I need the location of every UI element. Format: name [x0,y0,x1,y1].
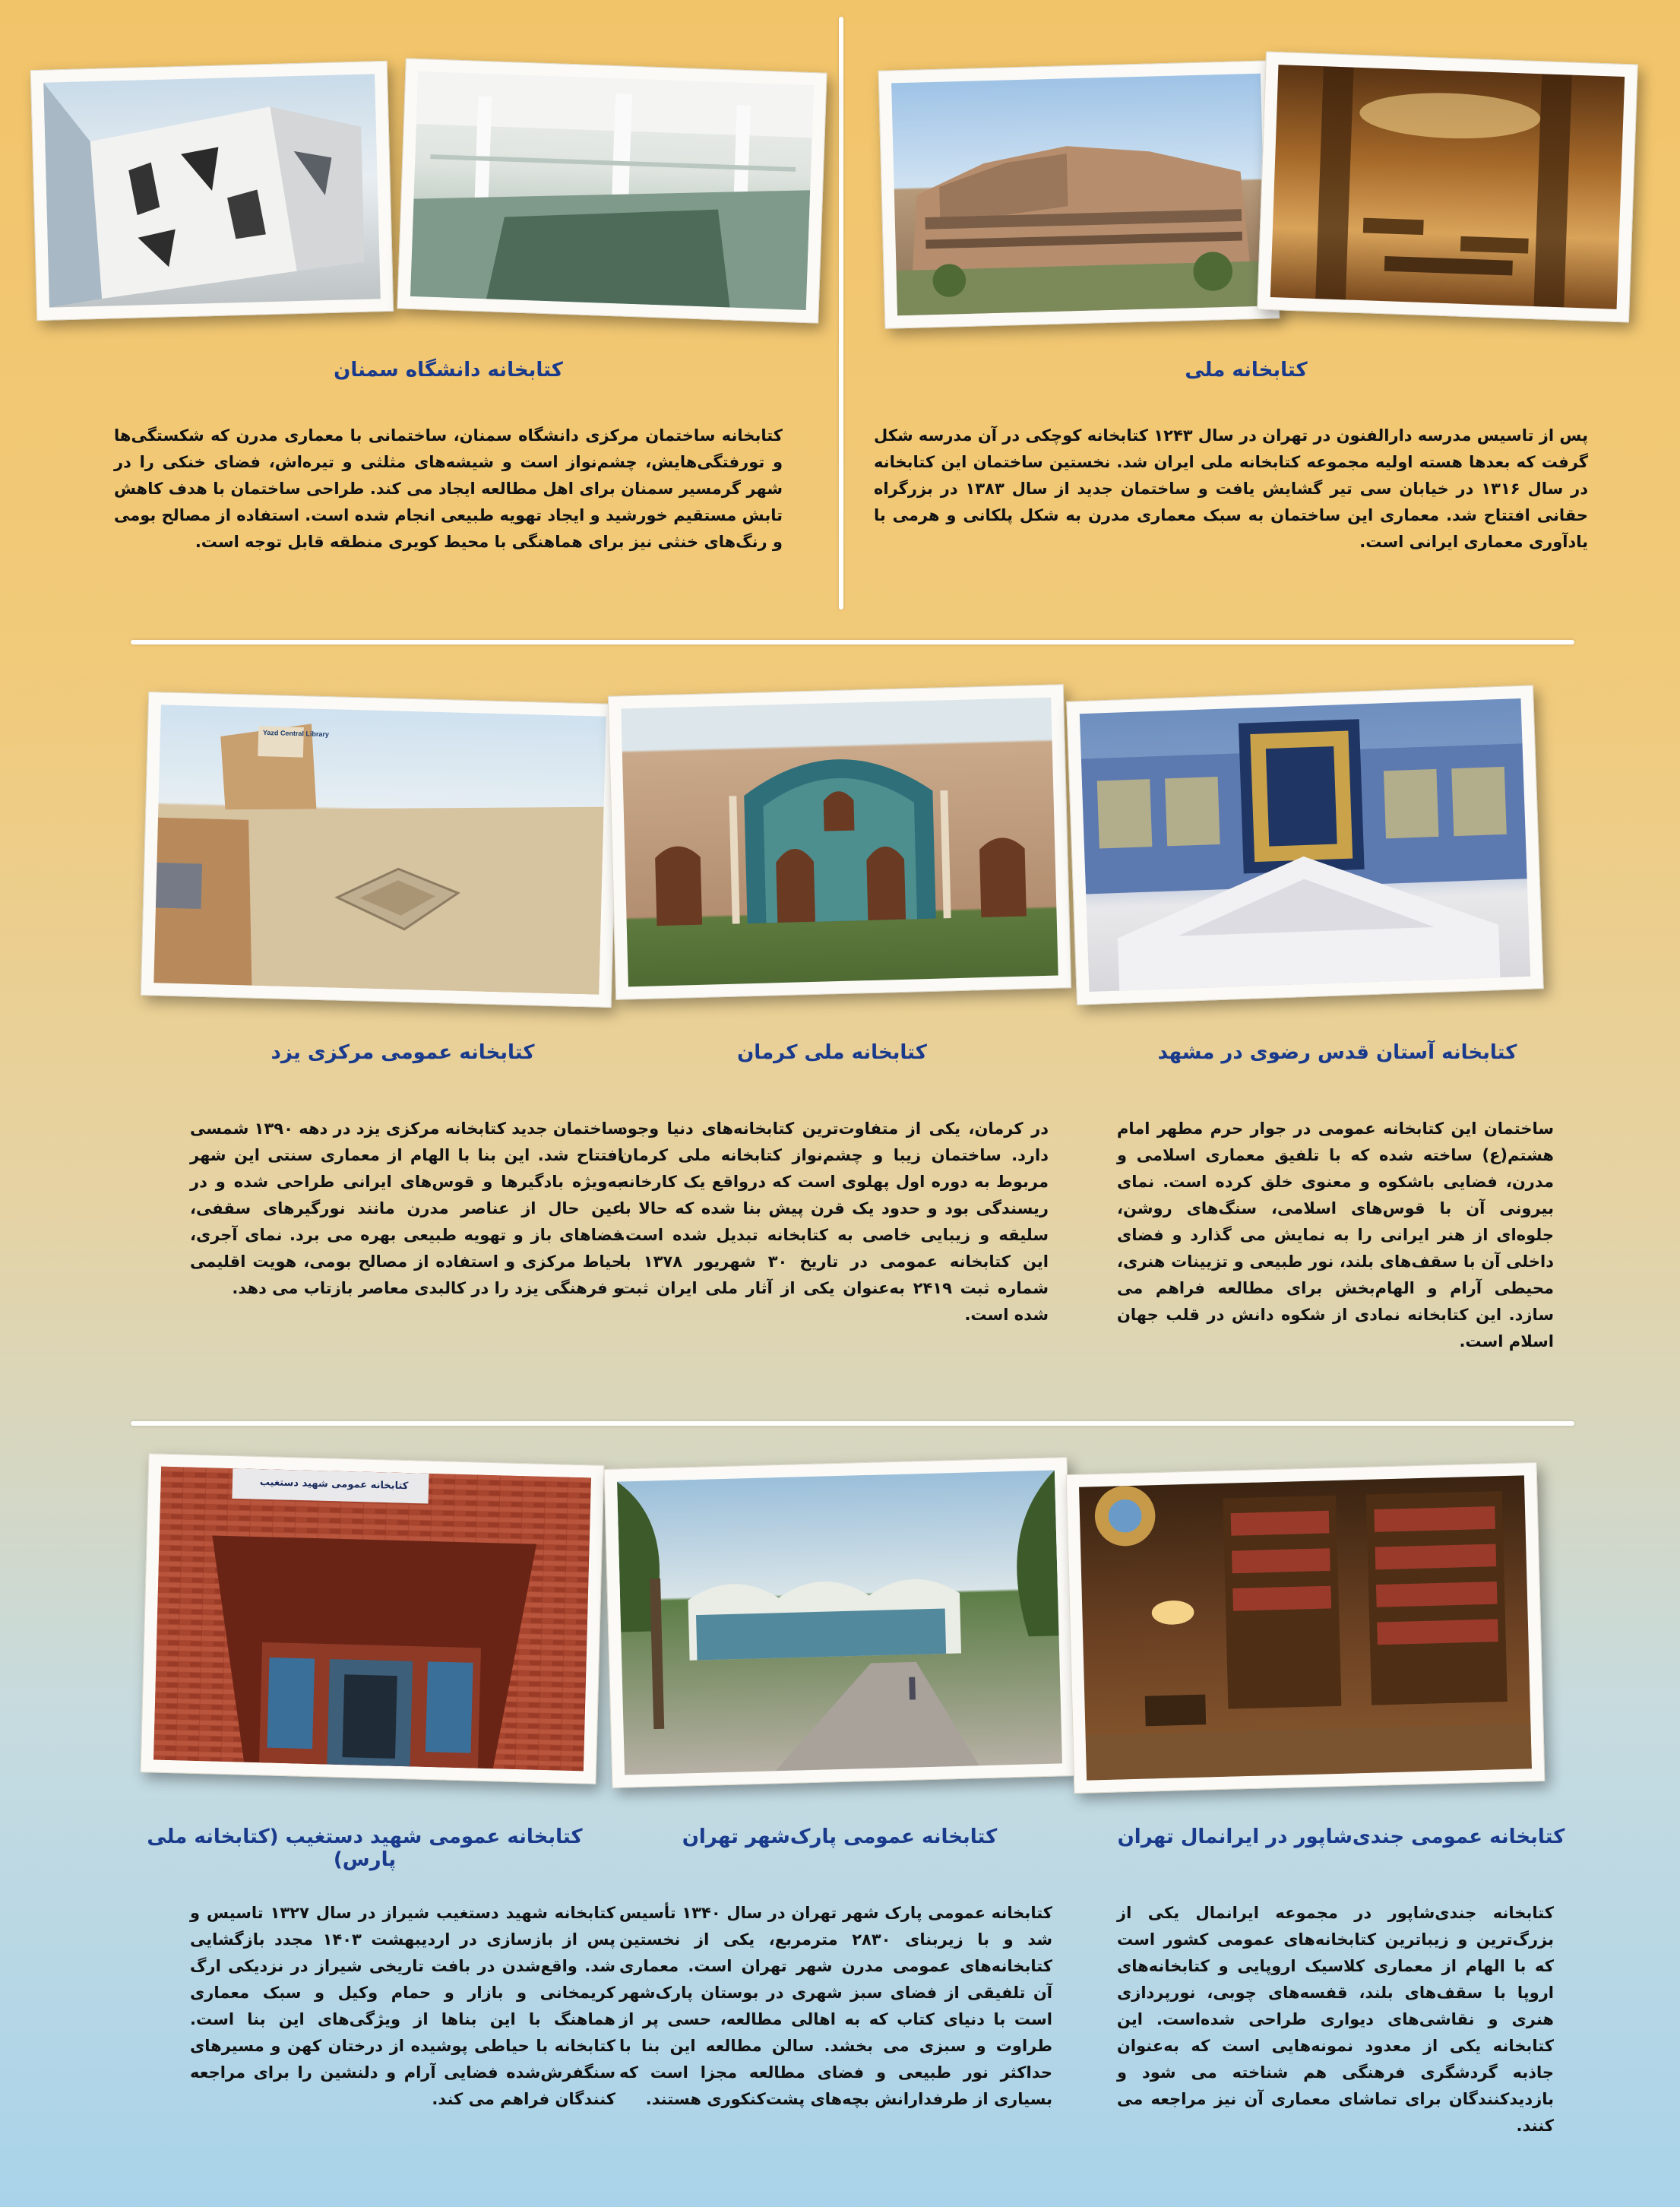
kerman-title: کتابخانه ملی کرمان [737,1041,927,1064]
jondi-text: کتابخانه جندی‌شاپور در مجموعه ایرانمال یکی از بزرگ‌ترین و زیباترین کتابخانه‌های عمومی کشور است که با الهام از معماری کلاسیک اروپایی و کتابخانه‌های اروپا با سقف‌های بلند، قفسه‌های چوبی، نورپردازی هنری و نقاشی‌های دیواری طراحی شده‌است. این کتابخانه یکی از معدود نمونه‌هایی است که به‌عنوان جاذبه گردشگری فرهنگی هم شناخته می شود و بازدیدکنندگان برای تماشای معماری آن نیز مراجعه می کنند. [1117,1904,1554,2135]
melli-text: پس از تاسیس مدرسه دارالفنون در تهران در سال ۱۲۴۳ کتابخانه کوچکی در آن مدرسه شکل گرفت که بعدها هسته اولیه مجموعه کتابخانه ملی ایران شد. نخستین ساختمان این کتابخانه در سال ۱۳۱۶ در خیابان سی تیر گشایش یافت و ساختمان جدید از سال ۱۳۸۳ در بزرگراه حقانی افتتاح شد. معماری این ساختمان به سبک معماری مدرن به شکل پلکانی و هرمی با یادآوری معماری ایرانی است. [874,426,1588,551]
semnan-text: کتابخانه ساختمان مرکزی دانشگاه سمنان، ساختمانی با معماری مدرن که شکستگی‌ها و تورفتگی‌هایش، چشم‌نواز است و شیشه‌های مثلثی و تیره‌اش، فضای خنکی را در شهر گرمسیر سمنان برای اهل مطالعه ایجاد می کند. طراحی ساختمان با هدف کاهش تابش مستقیم خورشید و ایجاد تهویه طبیعی انجام شده است. استفاده از مصالح بومی و رنگ‌های خنثی نیز برای هماهنگی با محیط کویری منطقه قابل توجه است. [114,426,783,551]
parkshahr-title: کتابخانه عمومی پارک‌شهر تهران [682,1825,998,1848]
mashhad-title: کتابخانه آستان قدس رضوی در مشهد [1157,1041,1517,1064]
divider-horizontal-1 [131,640,1574,644]
photo-dastgheib [141,1453,605,1784]
photo-mashhad [1066,685,1544,1005]
photo-yazd [141,692,619,1008]
photo-melli-interior [1257,52,1638,323]
semnan-title: کتابخانه دانشگاه سمنان [334,359,563,382]
kerman-text: در کرمان، یکی از متفاوت‌ترین کتابخانه‌های دنیا وجود دارد. ساختمان زیبا و چشم‌نواز کتابخانه ملی کرمان مربوط به دوره اول پهلوی است که درواقع یک کارخانه ریسندگی بود و حدود یک قرن پیش بنا شده که حالا با سلیقه و زیبایی خاصی به کتابخانه تبدیل شده است. این کتابخانه عمومی در تاریخ ۳۰ شهریور ۱۳۷۸ با شماره ثبت ۲۴۱۹ به‌عنوان یکی از آثار ملی ایران ثبت شده است. [619,1119,1049,1324]
parkshahr-text: کتابخانه عمومی پارک شهر تهران در سال ۱۳۴۰ تأسیس شد و با زیربنای ۲۸۳۰ مترمربع، یکی از نخستین کتابخانه‌های عمومی مدرن شهر تهران است. معماری آن تلفیقی از فضای سبز شهری در بوستان پارک‌شهر است با دنیای کتاب که به اهالی مطالعه، حسی پر از طراوت و سبزی می بخشد. سالن مطالعه این بنا با حداکثر نور طبیعی و فضای مطالعه مجزا است که بسیاری از طرفدارانش بچه‌های پشت‌کنکوری هستند. [619,1904,1053,2108]
photo-semnan-interior [397,58,827,323]
mashhad-text: ساختمان این کتابخانه عمومی در جوار حرم مطهر امام هشتم(ع) ساخته شده که با تلفیق معماری اسلامی و مدرن، فضایی باشکوه و معنوی خلق کرده است. نمای بیرونی آن با قوس‌های اسلامی، سنگ‌های روشن، جلوه‌ای از هنر ایرانی را به نمایش می گذارد و فضای داخلی آن با سقف‌های بلند، نور طبیعی و تزیینات هنری، محیطی آرام و الهام‌بخش برای مطالعه فراهم می سازد. این کتابخانه نمادی از شکوه دانش در قلب جهان اسلام است. [1117,1119,1554,1350]
dastgheib-sign: کتابخانه عمومی شهید دستغیب [259,1477,409,1493]
yazd-title: کتابخانه عمومی مرکزی یزد [271,1041,535,1064]
yazd-text: ساختمان جدید کتابخانه مرکزی یزد در دهه ۱۳۹۰ شمسی افتتاح شد. این بنا با الهام از معماری سنتی این شهر به‌ویژه بادگیرها و قوس‌های ایرانی طراحی شده و در عین حال از عناصر مدرن مانند نورگیرهای سقفی، فضاهای باز و تهویه طبیعی بهره می برد. نمای آجری، حیاط مرکزی و استفاده از مصالح بومی، هویت اقلیمی و فرهنگی یزد را در کالبدی معاصر بازتاب می دهد. [190,1119,624,1297]
photo-parkshahr [604,1457,1076,1788]
jondi-title: کتابخانه عمومی جندی‌شاپور در ایرانمال تهران [1117,1825,1565,1848]
photo-kerman [608,684,1071,1000]
photo-jondi [1066,1462,1546,1794]
divider-top-vertical [839,17,843,610]
photo-melli-exterior [878,60,1280,328]
melli-title: کتابخانه ملی [1185,359,1308,382]
dastgheib-title: کتابخانه عمومی شهید دستغیب (کتابخانه ملی پارس) [147,1825,583,1871]
dastgheib-text: کتابخانه شهید دستغیب شیراز در سال ۱۳۲۷ تاسیس و پس از بازسازی در اردیبهشت ۱۴۰۳ مجدد بازگشایی شد. واقع‌شدن در بافت تاریخی شیراز در نزدیکی ارگ کریمخانی و بازار و حمام وکیل و سبک معماری هماهنگ با این بناها از ویژگی‌های این بنا است. کتابخانه با حیاطی پوشیده از درختان کهن و مسیرهای سنگفرش‌شده فضایی آرام و دلنشین را برای مراجعه کنندگان فراهم می کند. [190,1904,616,2108]
photo-semnan-exterior [30,61,394,321]
yazd-sign: Yazd Central Library [262,728,330,739]
divider-horizontal-2 [131,1421,1574,1426]
